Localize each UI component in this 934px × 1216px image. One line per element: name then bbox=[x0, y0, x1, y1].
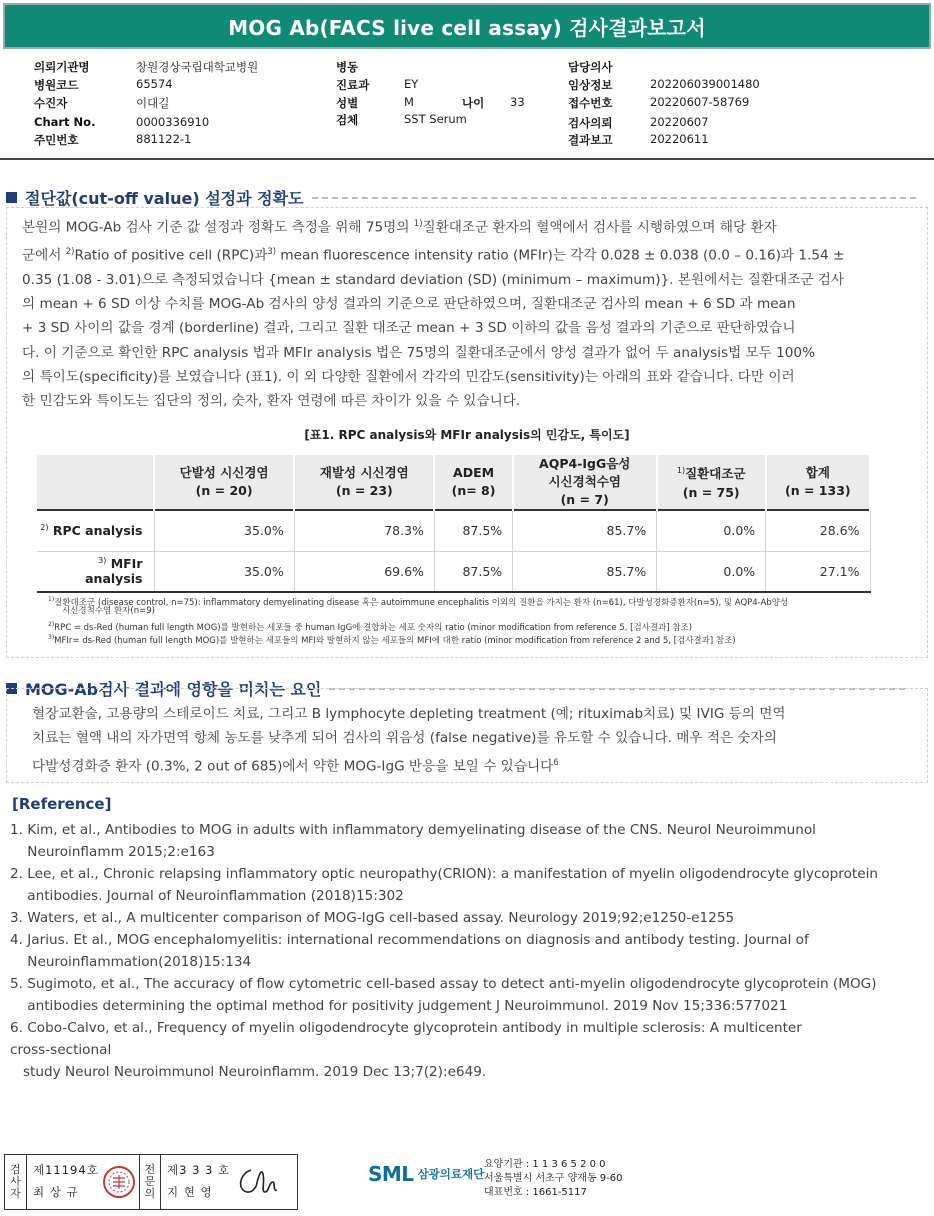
doctor-col bbox=[161, 1155, 233, 1209]
dept-value: EY bbox=[404, 77, 419, 91]
paragraph-line bbox=[22, 341, 844, 365]
paragraph-line bbox=[32, 702, 786, 726]
table-cell: 0.0% bbox=[657, 510, 766, 551]
footnote-marker: 2) bbox=[40, 523, 49, 533]
column-subtitle: (n = 133) bbox=[785, 483, 851, 498]
reference-list bbox=[10, 819, 910, 1083]
footer bbox=[0, 1148, 934, 1216]
text-run: 치료는 혈액 내의 자가면역 항체 농도를 낮추게 되어 검사의 위음성 (false negative)를 유도할 수 있습니다. 매우 적은 숫자의 bbox=[32, 730, 777, 747]
text-run: 질환대조군 환자의 혈액에서 검사를 시행하였으며 해당 환자 bbox=[422, 219, 777, 236]
patient-value: 이대길 bbox=[136, 96, 170, 110]
sex-label: 성별 bbox=[336, 96, 359, 110]
vertical-char: 전 bbox=[144, 1163, 156, 1176]
patient-info-block bbox=[0, 55, 934, 155]
text-run: 의 mean + 6 SD 이상 수치를 MOG-Ab 검사의 양성 결과의 기준으로 판단하였으며, 질환대조군 검사의 mean + 6 SD 과 mean bbox=[22, 295, 796, 312]
sex-value: M bbox=[404, 95, 414, 109]
section2-heading-text: MOG-Ab검사 결과에 영향을 미치는 요인 bbox=[25, 680, 322, 699]
examiner-seal bbox=[99, 1155, 139, 1209]
bullet-square-icon bbox=[6, 192, 17, 203]
text-run: 한 민감도와 특이도는 집단의 정의, 숫자, 환자 연령에 따른 차이가 있을 수 있습니다. bbox=[22, 393, 521, 410]
org-code: 요양기관 : 1 1 3 6 5 2 0 0 bbox=[484, 1159, 606, 1170]
code-value: 65574 bbox=[136, 77, 173, 91]
examiner-number: 제11194호 bbox=[33, 1163, 99, 1177]
table-cell: 69.6% bbox=[294, 551, 434, 592]
vertical-char: 문 bbox=[144, 1175, 156, 1188]
footnote-text: MFIr= ds-Red (human full length MOG)를 발현하는 세포들의 MFI와 발현하지 않는 세포들의 MFI에 대한 ratio (minor modification from reference 2 and 5, [검사결과] 참조) bbox=[54, 635, 736, 646]
text-run: 0.35 (1.08 - 3.01)으로 측정되었습니다 {mean ± standard deviation (SD) (minimum – maximum)}. 본원에서는 질환대조군 검사 bbox=[22, 271, 845, 288]
table-column-header bbox=[766, 455, 870, 510]
reference-line: 4. Jarius. Et al., MOG encephalomyelitis: international recommendations on diagnosis and antibody testing. Journal of bbox=[10, 932, 809, 948]
section2-paragraph bbox=[32, 702, 786, 778]
reference-line: 3. Waters, et al., A multicenter comparison of MOG-IgG cell-based assay. Neurology 2019;92;e1250-e1255 bbox=[10, 910, 735, 926]
footnote-text: 시신경척수염 환자(n=9) bbox=[62, 606, 155, 616]
row-label bbox=[37, 510, 154, 551]
table-header-row bbox=[37, 455, 870, 510]
section1-paragraph bbox=[22, 212, 844, 413]
footnote-marker: 1) bbox=[413, 219, 423, 229]
vertical-char: 사 bbox=[10, 1175, 21, 1188]
footnote-text: RPC = ds-Red (human full length MOG)를 발현하는 세포들 중 human IgG에 결합하는 세포 숫자의 ratio (minor modification from reference 5, [검사결과] 참조) bbox=[54, 622, 693, 633]
vertical-char: 자 bbox=[10, 1187, 21, 1200]
doctor-vertical-label bbox=[139, 1155, 161, 1209]
reference-line: cross-sectional bbox=[10, 1042, 112, 1058]
chart-value: 0000336910 bbox=[136, 115, 210, 129]
column-subtitle: 시신경척수염 bbox=[548, 474, 621, 489]
text-run: 본원의 MOG-Ab 검사 기준 값 설정과 정확도 측정을 위해 75명의 bbox=[22, 219, 414, 236]
text-run: 다발성경화증 환자 (0.3%, 2 out of 685)에서 약한 MOG-IgG 반응을 보일 수 있습니다 bbox=[32, 758, 554, 775]
table-cell: 78.3% bbox=[294, 510, 434, 551]
table-cell: 87.5% bbox=[434, 551, 512, 592]
examiner-col bbox=[27, 1155, 99, 1209]
reference-line: antibodies. Journal of Neuroinflammation (2018)15:302 bbox=[10, 888, 404, 904]
footnote-line bbox=[62, 606, 155, 618]
heading-rule bbox=[312, 197, 916, 199]
specimen-label: 검체 bbox=[336, 113, 359, 127]
specimen-value: SST Serum bbox=[404, 112, 467, 126]
table-corner-cell bbox=[37, 455, 154, 510]
column-subtitle: (n = 23) bbox=[335, 483, 393, 498]
signature-box bbox=[4, 1154, 298, 1210]
column-subtitle: (n = 20) bbox=[195, 483, 253, 498]
row-label bbox=[37, 551, 154, 592]
column-subtitle: (n= 8) bbox=[451, 483, 496, 498]
footnote-marker: 3) bbox=[48, 634, 55, 641]
header-divider bbox=[0, 158, 934, 160]
examiner-vertical-label bbox=[5, 1155, 27, 1209]
text-run: Ratio of positive cell (RPC)과 bbox=[74, 247, 268, 264]
column-title-text: 단발성 시신경염 bbox=[179, 465, 269, 480]
receipt-value: 20220607-58769 bbox=[650, 95, 750, 109]
request-value: 20220607 bbox=[650, 115, 709, 129]
table-cell: 87.5% bbox=[434, 510, 512, 551]
hospital-value: 창원경상국립대학교병원 bbox=[136, 60, 259, 74]
table-column-header bbox=[154, 455, 294, 510]
examiner-name: 최 상 규 bbox=[33, 1185, 79, 1199]
column-count: (n = 7) bbox=[560, 492, 609, 507]
table-cell: 35.0% bbox=[154, 551, 294, 592]
vertical-char: 의 bbox=[144, 1187, 156, 1200]
specialist-name: 지 현 영 bbox=[167, 1185, 213, 1199]
seal-icon bbox=[102, 1165, 136, 1199]
table-cell: 0.0% bbox=[657, 551, 766, 592]
age-value: 33 bbox=[510, 95, 525, 109]
reference-line: 5. Sugimoto, et al., The accuracy of flow cytometric cell-based assay to detect anti-myelin oligodendrocyte glycoprotein (MOG) bbox=[10, 976, 877, 992]
paragraph-line bbox=[32, 726, 786, 750]
column-title-text: AQP4-IgG음성 bbox=[539, 456, 631, 471]
text-run: 혈장교환술, 고용량의 스테로이드 치료, 그리고 B lymphocyte depleting treatment (예; rituximab치료) 및 IVIG 등의 면역 bbox=[32, 706, 786, 722]
doctor-label: 담당의사 bbox=[568, 60, 613, 74]
patient-label: 수진자 bbox=[34, 96, 68, 110]
column-title bbox=[155, 464, 293, 482]
footnote-line bbox=[48, 632, 736, 647]
sml-logo: SML bbox=[368, 1162, 414, 1186]
request-label: 검사의뢰 bbox=[568, 116, 613, 130]
column-title bbox=[435, 464, 511, 482]
age-label: 나이 bbox=[462, 96, 485, 110]
hospital-label: 의뢰기관명 bbox=[34, 60, 90, 74]
table-cell: 28.6% bbox=[766, 510, 870, 551]
footnote-line bbox=[48, 594, 788, 609]
text-run: 의 특이도(specificity)를 보였습니다 (표1). 이 외 다양한 질환에서 각각의 민감도(sensitivity)는 아래의 표와 같습니다. 다만 이러 bbox=[22, 368, 795, 385]
table-row bbox=[37, 510, 870, 551]
column-title bbox=[295, 464, 433, 482]
organization bbox=[368, 1162, 484, 1186]
footnote-marker: 3) bbox=[267, 246, 277, 257]
reference-line: study Neurol Neuroimmunol Neuroinflamm. 2019 Dec 13;7(2):e649. bbox=[10, 1064, 487, 1080]
org-name: 삼광의료재단 bbox=[417, 1167, 485, 1181]
org-phone: 대표번호 : 1661-5117 bbox=[484, 1187, 587, 1198]
id-value: 881122-1 bbox=[136, 132, 192, 146]
paragraph-line bbox=[22, 212, 844, 240]
paragraph-line bbox=[22, 240, 844, 268]
footnote-text: 질환대조군 (disease control, n=75): inflammatory demyelinating disease 혹은 autoimmune encephalitis 이외의 질환을 가지는 환자 (n=61), 다발성경화증환자(n=5), 및 AQP4-Ab양성 bbox=[54, 597, 789, 608]
text-run: 군에서 bbox=[22, 247, 66, 264]
footnote-marker: 2) bbox=[65, 246, 75, 257]
reference-line: Neuroinflamm 2015;2:e163 bbox=[10, 844, 215, 860]
table-column-header bbox=[657, 455, 766, 510]
clinical-label: 임상정보 bbox=[568, 78, 613, 92]
column-title bbox=[514, 455, 656, 473]
table-caption: [표1. RPC analysis와 MFIr analysis의 민감도, 특이도] bbox=[304, 428, 630, 442]
column-title-text: 합계 bbox=[805, 465, 830, 480]
table-column-header bbox=[513, 455, 657, 510]
section1-heading-text: 절단값(cut-off value) 설정과 정확도 bbox=[25, 189, 304, 208]
paragraph-line bbox=[22, 389, 844, 413]
paragraph-line bbox=[32, 751, 786, 779]
column-subtitle: (n = 75) bbox=[682, 484, 740, 500]
org-address bbox=[484, 1158, 623, 1200]
column-title bbox=[658, 462, 765, 483]
text-run: + 3 SD 사이의 값을 경계 (borderline) 결과, 그리고 질환 대조군 mean + 3 SD 이하의 값을 음성 결과의 기준으로 판단하였습니 bbox=[22, 320, 796, 337]
chart-label: Chart No. bbox=[34, 115, 96, 129]
text-run: mean fluorescence intensity ratio (MFIr)는 각각 0.028 ± 0.038 (0.0 – 0.16)과 1.54 ± bbox=[276, 247, 845, 264]
footnote-marker: 1) bbox=[48, 596, 55, 603]
report-title: MOG Ab(FACS live cell assay) 검사결과보고서 bbox=[3, 3, 931, 49]
paragraph-line bbox=[22, 268, 844, 292]
receipt-label: 접수번호 bbox=[568, 96, 613, 110]
table-cell: 27.1% bbox=[766, 551, 870, 592]
table-cell: 85.7% bbox=[513, 551, 657, 592]
reference-line: 2. Lee, et al., Chronic relapsing inflammatory optic neuropathy(CRION): a manifestation of myelin oligodendrocyte glycoprotein bbox=[10, 866, 879, 882]
results-table bbox=[37, 455, 871, 593]
paragraph-line bbox=[22, 292, 844, 316]
column-title-text: 질환대조군 bbox=[685, 466, 746, 482]
reference-line: Neuroinflammation(2018)15:134 bbox=[10, 954, 252, 970]
id-label: 주민번호 bbox=[34, 133, 79, 147]
footnote-marker: 2) bbox=[48, 621, 55, 628]
paragraph-line bbox=[22, 316, 844, 340]
report-date-value: 20220611 bbox=[650, 132, 709, 146]
table-cell: 35.0% bbox=[154, 510, 294, 551]
table-body bbox=[37, 510, 870, 592]
table-column-header bbox=[434, 455, 512, 510]
column-title bbox=[767, 464, 869, 482]
reference-line: antibodies determining the optimal method for positivity judgement J Neuroimmunol. 2019 Nov 15;336:577021 bbox=[10, 998, 788, 1014]
footnote-marker: 1) bbox=[676, 466, 686, 476]
paragraph-line bbox=[22, 365, 844, 389]
ward-label: 병동 bbox=[336, 60, 359, 74]
org-street: 서울특별시 서초구 양재동 9-60 bbox=[484, 1173, 623, 1184]
report-date-label: 결과보고 bbox=[568, 133, 613, 147]
dept-label: 진료과 bbox=[336, 78, 370, 92]
reference-title: [Reference] bbox=[12, 795, 112, 813]
section1-heading bbox=[6, 186, 916, 209]
specialist-number: 제3 3 3 호 bbox=[167, 1163, 231, 1177]
row-label-text: MFIr analysis bbox=[85, 556, 143, 587]
signature-icon bbox=[233, 1164, 279, 1200]
code-label: 병원코드 bbox=[34, 78, 79, 92]
signature bbox=[233, 1155, 297, 1209]
column-title-text: 재발성 시신경염 bbox=[319, 465, 409, 480]
footnote-marker: 6 bbox=[553, 757, 559, 768]
table-row bbox=[37, 551, 870, 592]
row-label-text: RPC analysis bbox=[48, 523, 143, 539]
vertical-char: 검 bbox=[10, 1163, 21, 1176]
table-cell: 85.7% bbox=[513, 510, 657, 551]
clinical-value: 202206039001480 bbox=[650, 77, 760, 91]
text-run: 다. 이 기준으로 확인한 RPC analysis 법과 MFIr analysis 법은 75명의 질환대조군에서 양성 결과가 없어 두 analysis법 모두 100% bbox=[22, 344, 815, 361]
table-column-header bbox=[294, 455, 434, 510]
reference-line: 6. Cobo-Calvo, et al., Frequency of myelin oligodendrocyte glycoprotein antibody in multiple sclerosis: A multicenter bbox=[10, 1020, 802, 1036]
column-title-text: ADEM bbox=[453, 465, 495, 480]
footnote-marker: 3) bbox=[98, 556, 107, 566]
reference-line: 1. Kim, et al., Antibodies to MOG in adults with inflammatory demyelinating disease of the CNS. Neurol Neuroimmunol bbox=[10, 822, 816, 838]
